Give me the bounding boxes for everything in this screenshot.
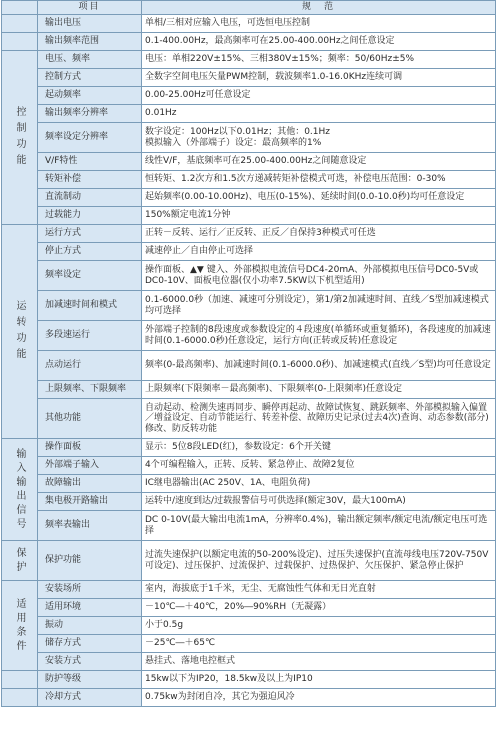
spec-row — [2, 653, 496, 671]
category-cell — [2, 671, 38, 689]
spec-value: 0.01Hz — [142, 105, 496, 123]
spec-value: 0.1-400.00Hz，最高频率可在25.00-400.00Hz之间任意设定 — [142, 33, 496, 51]
spec-table-body — [2, 1, 496, 707]
spec-value: 外部端子控制的8段速度或参数设定的４段速度(单循环或重复循环)，各段速度的加减速时间(0.1-6000.0秒)任意设定，运行方向(正转或反转)任意设定 — [142, 321, 496, 351]
category-cell: 适用条件 — [2, 581, 38, 671]
spec-row — [2, 541, 496, 581]
spec-value: 全数字空间电压矢量PWM控制，载波频率1.0-16.0KHz连续可调 — [142, 69, 496, 87]
item-label: 输出频率范围 — [38, 33, 142, 51]
category-cell: 控制功能 — [2, 51, 38, 225]
item-label: 振动 — [38, 617, 142, 635]
item-label: 外部端子输入 — [38, 457, 142, 475]
item-label: 输出电压 — [38, 15, 142, 33]
item-label: 防护等级 — [38, 671, 142, 689]
spec-value: 150%额定电流1分钟 — [142, 207, 496, 225]
spec-table — [1, 0, 496, 707]
spec-row — [2, 105, 496, 123]
category-cell: 运转功能 — [2, 225, 38, 439]
spec-value: 0.75kw为封闭自冷，其它为强迫风冷 — [142, 689, 496, 707]
spec-row — [2, 51, 496, 69]
category-cell — [2, 33, 38, 51]
item-label: 储存方式 — [38, 635, 142, 653]
spec-row — [2, 153, 496, 171]
category-cell — [2, 15, 38, 33]
category-cell: 输入输出信号 — [2, 439, 38, 541]
item-label: 上限频率、下限频率 — [38, 381, 142, 399]
item-label: 多段速运行 — [38, 321, 142, 351]
spec-value: 数字设定：100Hz以下0.01Hz；其他：0.1Hz 模拟输入（外部端子）设定：最高频率的1% — [142, 123, 496, 153]
spec-row — [2, 581, 496, 599]
spec-row — [2, 15, 496, 33]
spec-value: －10℃―＋40℃，20%―90%RH（无凝露） — [142, 599, 496, 617]
spec-row — [2, 493, 496, 511]
item-label: 冷却方式 — [38, 689, 142, 707]
spec-value: 0.00-25.00Hz可任意设定 — [142, 87, 496, 105]
spec-value: 室内，海拔底于1千米，无尘、无腐蚀性气体和无日光直射 — [142, 581, 496, 599]
item-label: 起动频率 — [38, 87, 142, 105]
item-label: 集电极开路输出 — [38, 493, 142, 511]
spec-row — [2, 225, 496, 243]
spec-row — [2, 207, 496, 225]
spec-row — [2, 351, 496, 381]
spec-row — [2, 381, 496, 399]
spec-value: 恒转矩、1.2次方和1.5次方递减转矩补偿模式可选，补偿电压范围：0-30% — [142, 171, 496, 189]
spec-value: 0.1-6000.0秒（加速、减速可分别设定），第1/第2加减速时间、直线／S型加减速模式均可选择 — [142, 291, 496, 321]
header-blank — [2, 1, 38, 15]
spec-value: 小于0.5g — [142, 617, 496, 635]
spec-value: 起始频率(0.00-10.00Hz)、电压(0-15%)、延续时间(0.0-10.0秒)均可任意设定 — [142, 189, 496, 207]
item-label: 停止方式 — [38, 243, 142, 261]
item-label: 操作面板 — [38, 439, 142, 457]
header-spec: 规 范 — [142, 1, 496, 15]
item-label: 直流制动 — [38, 189, 142, 207]
item-label: 运行方式 — [38, 225, 142, 243]
spec-value: 线性V/F，基底频率可在25.00-400.00Hz之间随意设定 — [142, 153, 496, 171]
spec-row — [2, 33, 496, 51]
item-label: 输出频率分辨率 — [38, 105, 142, 123]
spec-value: 电压：单相220V±15%、三相380V±15%；频率：50/60Hz±5% — [142, 51, 496, 69]
spec-row — [2, 87, 496, 105]
spec-row — [2, 69, 496, 87]
spec-value: 过流失速保护(以额定电流的50-200%设定)、过压失速保护(直流母线电压720V-750V可设定)、过压保护、过流保护、过载保护、过热保护、欠压保护、紧急停止保护 — [142, 541, 496, 581]
item-label: 电压、频率 — [38, 51, 142, 69]
spec-value: 15kw以下为IP20，18.5kw及以上为IP10 — [142, 671, 496, 689]
item-label: 故障输出 — [38, 475, 142, 493]
spec-row — [2, 475, 496, 493]
spec-value: 上限频率(下限频率－最高频率)、下限频率(0-上限频率)任意设定 — [142, 381, 496, 399]
spec-row — [2, 321, 496, 351]
item-label: 适用环境 — [38, 599, 142, 617]
item-label: 过载能力 — [38, 207, 142, 225]
spec-value: 频率(0-最高频率)、加减速时间(0.1-6000.0秒)、加减速模式(直线／S型)均可任意设定 — [142, 351, 496, 381]
spec-value: 自动起动、检测失速再同步、瞬停再起动、故障试恢复、跳跃频率、外部模拟输入偏置／增益设定、自动节能运行、转差补偿、故障历史记录(过去4次)查询、动态参数(部分)修改、防反转功能 — [142, 399, 496, 439]
category-cell: 保护 — [2, 541, 38, 581]
spec-row — [2, 599, 496, 617]
spec-row — [2, 617, 496, 635]
spec-value: 显示：5位8段LED(红)，参数设定：6个开关键 — [142, 439, 496, 457]
item-label: 安装场所 — [38, 581, 142, 599]
spec-value: IC继电器输出(AC 250V、1A、电阻负荷) — [142, 475, 496, 493]
item-label: 保护功能 — [38, 541, 142, 581]
spec-row — [2, 439, 496, 457]
spec-row — [2, 243, 496, 261]
spec-row — [2, 261, 496, 291]
spec-row — [2, 399, 496, 439]
spec-value: 正转－反转、运行／正反转、正反／自保持3种模式可任选 — [142, 225, 496, 243]
spec-value: 运转中/速度到达/过载报警信号可供选择(额定30V，最大100mA) — [142, 493, 496, 511]
spec-value: 单相/三相对应输入电压，可选恒电压控制 — [142, 15, 496, 33]
spec-value: 4个可编程输入，正转、反转、紧急停止、故障2复位 — [142, 457, 496, 475]
spec-row — [2, 635, 496, 653]
header-row — [2, 1, 496, 15]
item-label: 加减速时间和模式 — [38, 291, 142, 321]
header-item: 项目 — [38, 1, 142, 15]
item-label: 频率表输出 — [38, 511, 142, 541]
spec-row — [2, 189, 496, 207]
spec-value: 操作面板、▲▼ 键入、外部模拟电流信号DC4-20mA、外部模拟电压信号DC0-5V或DC0-10V、面板电位器(仅小功率7.5KW以下机型适用) — [142, 261, 496, 291]
spec-row — [2, 291, 496, 321]
spec-value: 悬挂式、落地电控框式 — [142, 653, 496, 671]
category-cell — [2, 689, 38, 707]
item-label: 控制方式 — [38, 69, 142, 87]
spec-value: 减速停止／自由停止可选择 — [142, 243, 496, 261]
item-label: 频率设定分辨率 — [38, 123, 142, 153]
spec-row — [2, 671, 496, 689]
spec-row — [2, 123, 496, 153]
item-label: 转矩补偿 — [38, 171, 142, 189]
item-label: 其他功能 — [38, 399, 142, 439]
spec-value: DC 0-10V(最大输出电流1mA，分辨率0.4%)，输出额定频率/额定电流/额定电压可选择 — [142, 511, 496, 541]
item-label: 点动运行 — [38, 351, 142, 381]
spec-row — [2, 689, 496, 707]
spec-row — [2, 511, 496, 541]
spec-row — [2, 457, 496, 475]
spec-value: －25℃―＋65℃ — [142, 635, 496, 653]
item-label: 安装方式 — [38, 653, 142, 671]
item-label: V/F特性 — [38, 153, 142, 171]
item-label: 频率设定 — [38, 261, 142, 291]
spec-row — [2, 171, 496, 189]
